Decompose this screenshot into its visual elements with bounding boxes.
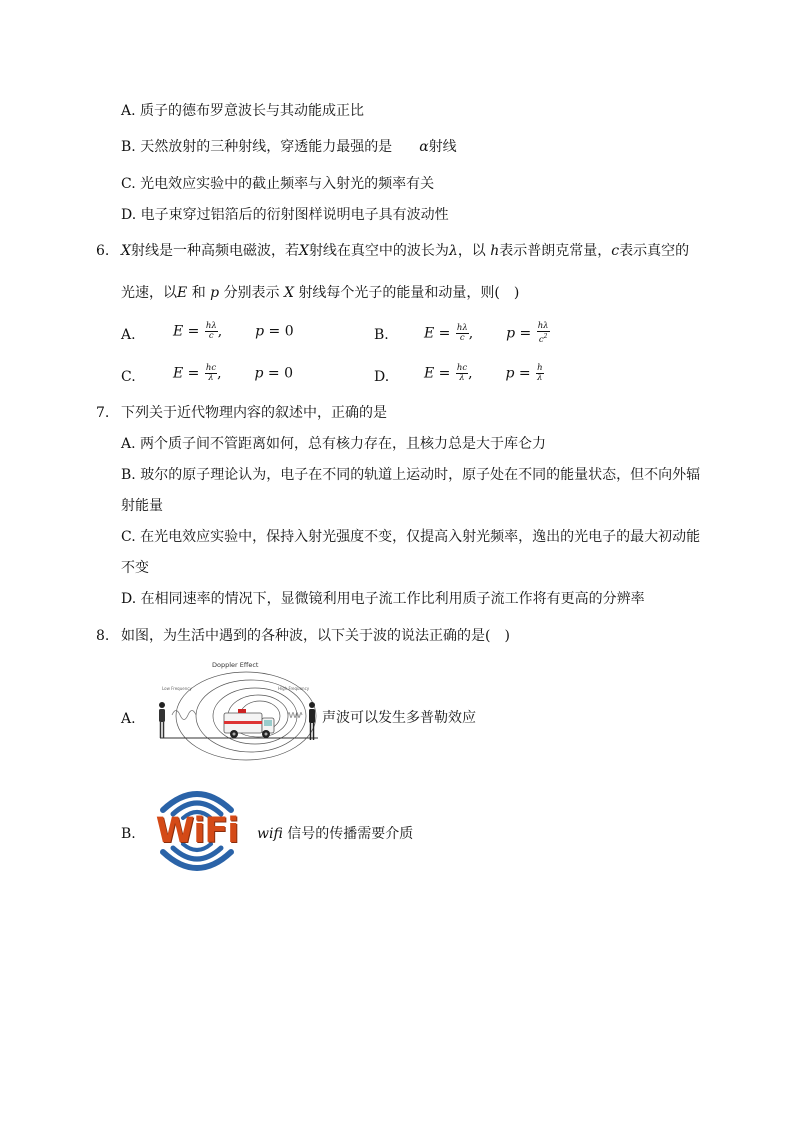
q6-text: ，以 (457, 243, 486, 259)
q8-option-a-text: 声波可以发生多普勒效应 (322, 710, 476, 726)
formula-lhs: p = (254, 365, 280, 382)
fraction-denominator: λ (537, 373, 543, 383)
q6-option-b-formula (424, 322, 550, 345)
q8-option-b-label: B. (121, 826, 136, 842)
fraction-numerator: hc (205, 363, 217, 373)
q7-stem: 下列关于近代物理内容的叙述中，正确的是 (121, 405, 387, 421)
var-e: E (177, 285, 188, 301)
q6-text: 射线每个光子的能量和动量，则( ) (298, 285, 520, 301)
formula-value: 0 (284, 365, 293, 382)
q8-option-b-desc: 信号的传播需要介质 (287, 826, 414, 842)
q5-option-d: D. 电子束穿过铝箔后的衍射图样说明电子具有波动性 (121, 207, 449, 223)
q6-option-d-formula (424, 364, 544, 383)
fraction-denominator: λ (459, 373, 465, 383)
fraction (205, 364, 217, 383)
fraction (205, 322, 218, 341)
doppler-effect-figure (150, 658, 322, 768)
fraction-numerator: hλ (537, 321, 549, 331)
formula-lhs: E = (173, 323, 200, 340)
q6-text: 射线是一种高频电磁波，若 (130, 243, 299, 259)
separator: , (468, 325, 474, 342)
separator: , (217, 323, 223, 340)
q8-option-b-text (257, 825, 413, 843)
formula-lhs: p = (505, 365, 531, 382)
q6-stem-line1 (121, 242, 689, 260)
q5-option-a: A. 质子的德布罗意波长与其动能成正比 (121, 103, 365, 119)
wifi-logo (145, 784, 249, 878)
q7-option-c-line2: 不变 (121, 560, 149, 576)
fraction-numerator: hλ (205, 321, 217, 331)
doppler-right-caption: High Frequency (278, 686, 310, 691)
formula-value: 0 (284, 323, 294, 340)
var-x: X (284, 285, 294, 301)
q8-option-a-label: A. (121, 711, 136, 727)
q6-option-a-formula (173, 322, 294, 341)
exponent: 2 (543, 333, 548, 340)
var-c: c (611, 243, 620, 259)
alpha-symbol: α (419, 139, 429, 155)
q6-text: 表示真空的 (619, 243, 690, 259)
q6-text: 射线在真空中的波长为 (308, 243, 449, 259)
q6-number: 6. (96, 243, 110, 259)
q8-number: 8. (96, 628, 110, 644)
fraction-denominator: c (459, 332, 465, 343)
separator: , (217, 365, 222, 382)
q6-option-c-label: C. (121, 369, 136, 385)
q7-option-b-line2: 射能量 (121, 498, 163, 514)
formula-lhs: E = (173, 365, 200, 382)
formula-lhs: p = (255, 323, 281, 340)
separator: , (468, 365, 473, 382)
doppler-figure-title: Doppler Effect (212, 661, 259, 669)
q6-text: 表示普朗克常量， (499, 243, 612, 259)
q6-text: 分别表示 (223, 285, 280, 301)
formula-lhs: E = (424, 365, 451, 382)
fraction-denominator: λ (208, 373, 214, 383)
denominator-base: c (538, 334, 544, 345)
q5-option-c: C. 光电效应实验中的截止频率与入射光的频率有关 (121, 176, 435, 192)
q7-number: 7. (96, 405, 110, 421)
q6-text: 光速，以 (121, 285, 177, 301)
fraction-denominator: c (208, 331, 214, 341)
q5-option-b-text: B. 天然放射的三种射线，穿透能力最强的是 (121, 139, 393, 155)
q8-stem: 如图，为生活中遇到的各种波，以下关于波的说法正确的是( ) (121, 628, 510, 644)
q7-option-b-line1: B. 玻尔的原子理论认为，电子在不同的轨道上运动时，原子处在不同的能量状态，但不向外辐 (121, 467, 701, 483)
q6-stem-line2 (121, 284, 519, 302)
q7-option-a: A. 两个质子间不管距离如何，总有核力存在，且核力总是大于库仑力 (121, 436, 547, 452)
var-lambda: λ (448, 243, 458, 259)
q7-option-c-line1: C. 在光电效应实验中，保持入射光强度不变，仅提高入射光频率，逸出的光电子的最大初动能 (121, 529, 701, 545)
fraction (537, 322, 550, 345)
q6-option-a-label: A. (121, 327, 136, 343)
var-p: p (210, 285, 220, 301)
var-h: h (490, 243, 500, 259)
q6-text: 和 (191, 285, 206, 301)
var-x: X (121, 243, 131, 259)
wifi-word: wifi (257, 826, 283, 842)
formula-lhs: E = (424, 325, 451, 342)
var-x: X (298, 243, 309, 259)
doppler-illustration (150, 658, 322, 768)
fraction (456, 364, 468, 383)
q5-option-b-suffix: 射线 (428, 139, 457, 155)
formula-lhs: p = (506, 325, 532, 342)
fraction-numerator: hc (456, 363, 468, 373)
fraction (536, 364, 543, 383)
q6-option-c-formula (173, 364, 293, 383)
q5-option-b (121, 138, 457, 156)
q7-option-d: D. 在相同速率的情况下，显微镜利用电子流工作比利用质子流工作将有更高的分辨率 (121, 591, 645, 607)
doppler-left-caption: Low Frequency (162, 686, 192, 691)
fraction-numerator: hλ (456, 322, 468, 333)
wifi-logo-text: WiFi (155, 811, 239, 851)
fraction-numerator: h (537, 363, 543, 373)
fraction-denominator (537, 332, 550, 345)
fraction (456, 324, 469, 343)
q6-option-b-label: B. (374, 327, 389, 343)
q6-option-d-label: D. (374, 369, 390, 385)
